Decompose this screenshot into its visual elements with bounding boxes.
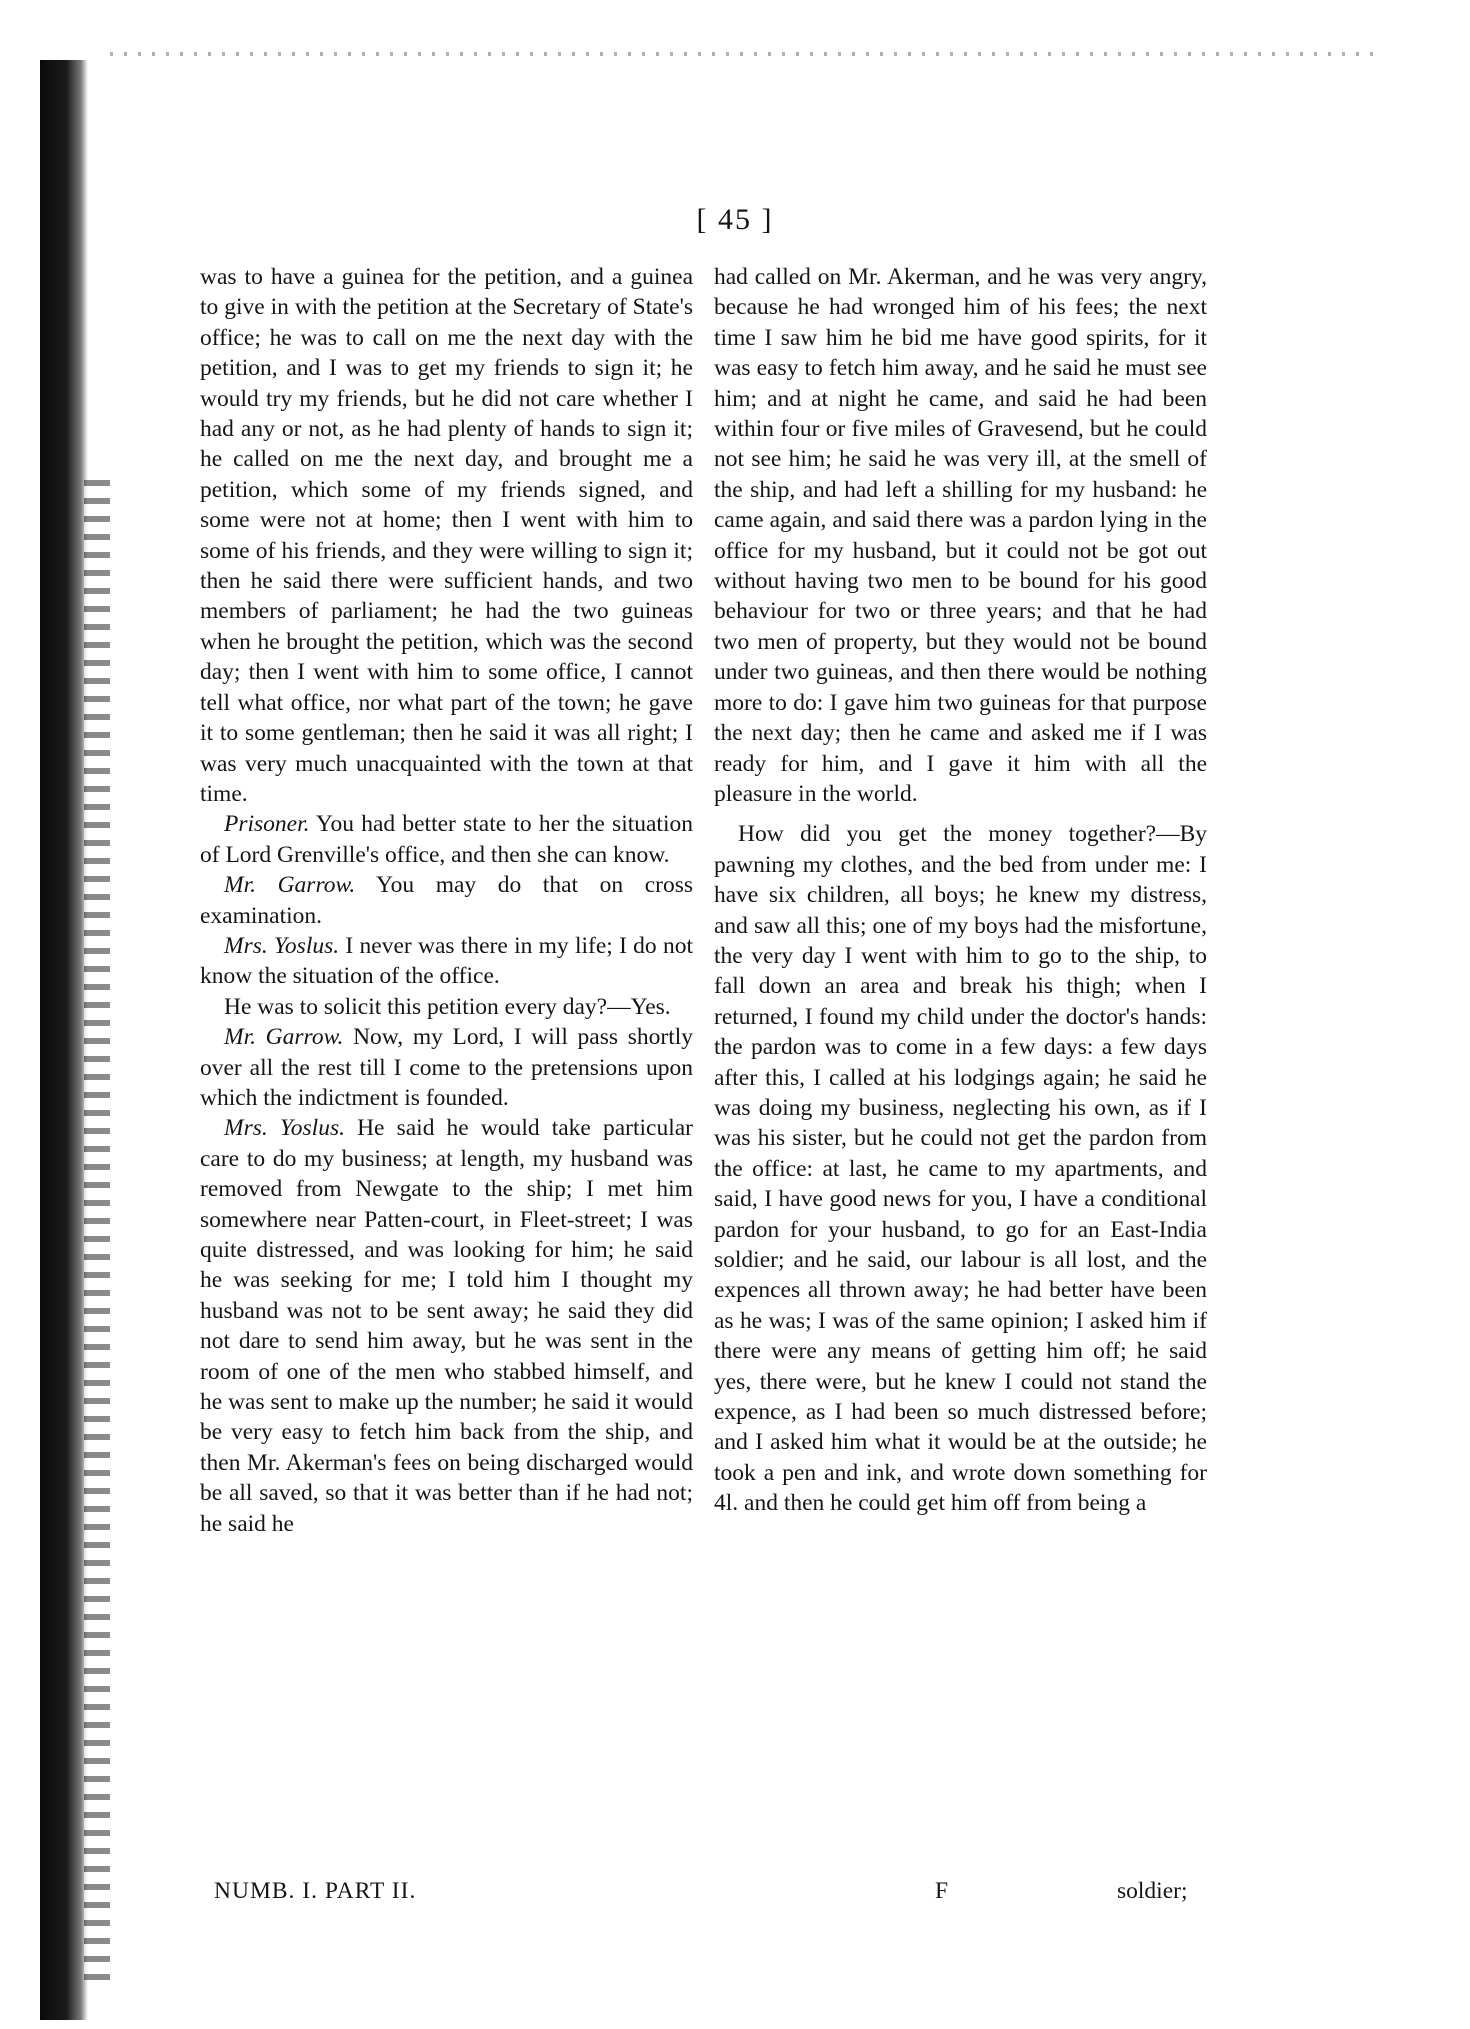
speaker-name: Mrs. Yoslus. <box>224 1115 345 1142</box>
paragraph <box>200 1022 693 1113</box>
book-spine-shadow <box>40 60 88 2020</box>
scan-edge-noise <box>110 52 1380 56</box>
paragraph <box>714 819 1207 1518</box>
page-edge-shadow <box>84 480 110 1980</box>
speaker-name: Mrs. Yoslus. <box>224 932 340 959</box>
paragraph-text: Now, my Lord, I will pass shortly over all the rest till I come to the pretensions upon which the indictment is founded. <box>200 1024 694 1111</box>
paragraph <box>200 992 693 1022</box>
signature-mark: NUMB. I. PART II. <box>214 1878 417 1904</box>
left-text-column <box>200 262 693 1539</box>
gathering-mark: F <box>935 1878 949 1904</box>
paragraph <box>200 870 693 931</box>
paragraph-text: had called on Mr. Akerman, and he was very angry, because he had wronged him of his fees; the next time I saw him he bid me have good spirits, for it was easy to fetch him away, and he said he must see him; and at night he came, and said he had been within four or five miles of Gravesend, but he could not see him; he said he was very ill, at the smell of the ship, and had left a shilling for my husband: he came again, and said there was a pardon lying in the office for my husband, but it could not be got out without having two men to be bound for his good behaviour for two or three years; and that he had two men of property, but they would not be bound under two guineas, and then there would be nothing more to do: I gave him two guineas for that purpose the next day; then he came and asked me if I was ready for him, and I gave it him with all the pleasure in the world. <box>714 264 1207 807</box>
paragraph-text: He said he would take particular care to do my business; at length, my husband was removed from Newgate to the ship; I met him somewhere near Patten-court, in Fleet-street; I was quite distressed, and was looking for him; he said he was seeking for me; I told him I thought my husband was not to be sent away; he said they did not dare to send him away, but he was sent in the room of one of the men who stabbed himself, and he was sent to make up the number; he said it would be very easy to fetch him back from the ship, and then Mr. Akerman's fees on being discharged would be all saved, so that it was better than if he had not; he said he <box>200 1115 693 1537</box>
paragraph <box>200 262 693 809</box>
paragraph <box>200 931 693 992</box>
paragraph <box>200 809 693 870</box>
paragraph-text: You may do that on cross examination. <box>200 872 694 929</box>
page-number: [ 45 ] <box>696 203 774 236</box>
right-text-column <box>714 262 1207 1519</box>
paragraph-text: How did you get the money together?—By pawning my clothes, and the bed from under me: I have six children, all boys; he knew my distress, and saw all this; one of my boys had the misfortune, the very day I went with him to go to the ship, to fall down an area and break his thigh; when I returned, I found my child under the doctor's hands: the pardon was to come in a few days: a few days after this, I called at his lodgings again; he said he was doing my business, neglecting his own, as if I was his sister, but he could not get the pardon from the office: at last, he came to my apartments, and said, I have good news for you, I have a conditional pardon for your husband, to go for an East-India soldier; and he said, our labour is all lost, and the expences all thrown away; he had better have been as he was; I was of the same opinion; I asked him if there were any means of getting him off; he said yes, there were, but he knew I could not stand the expence, as I had been so much distressed before; and I asked him what it would be at the outside; he took a pen and ink, and wrote down something for 4l. and then he could get him off from being a <box>714 821 1207 1517</box>
speaker-name: Mr. Garrow. <box>224 1024 344 1051</box>
paragraph-text: You had better state to her the situation of Lord Grenville's office, and then she can know. <box>200 811 693 868</box>
paragraph-text: I never was there in my life; I do not know the situation of the office. <box>200 932 693 990</box>
paragraph <box>200 1113 693 1539</box>
catchword: soldier; <box>1117 1878 1188 1904</box>
speaker-name: Prisoner. <box>224 811 310 838</box>
paragraph <box>714 262 1207 809</box>
speaker-name: Mr. Garrow. <box>224 872 356 899</box>
paragraph-text: was to have a guinea for the petition, and a guinea to give in with the petition at the Secretary of State's office; he was to call on me the next day with the petition, and I was to get my friends to sign it; he would try my friends, but he did not care whether I had any or not, as he had plenty of hands to sign it; he called on me the next day, and brought me a petition, which some of my friends signed, and some were not at home; then I went with him to some of his friends, and they were willing to sign it; then he said there were sufficient hands, and two members of parliament; he had the two guineas when he brought the petition, which was the second day; then I went with him to some office, I cannot tell what office, nor what part of the town; he gave it to some gentleman; then he said it was all right; I was very much unacquainted with the town at that time. <box>200 264 693 807</box>
paragraph-text: He was to solicit this petition every day?—Yes. <box>224 993 671 1020</box>
